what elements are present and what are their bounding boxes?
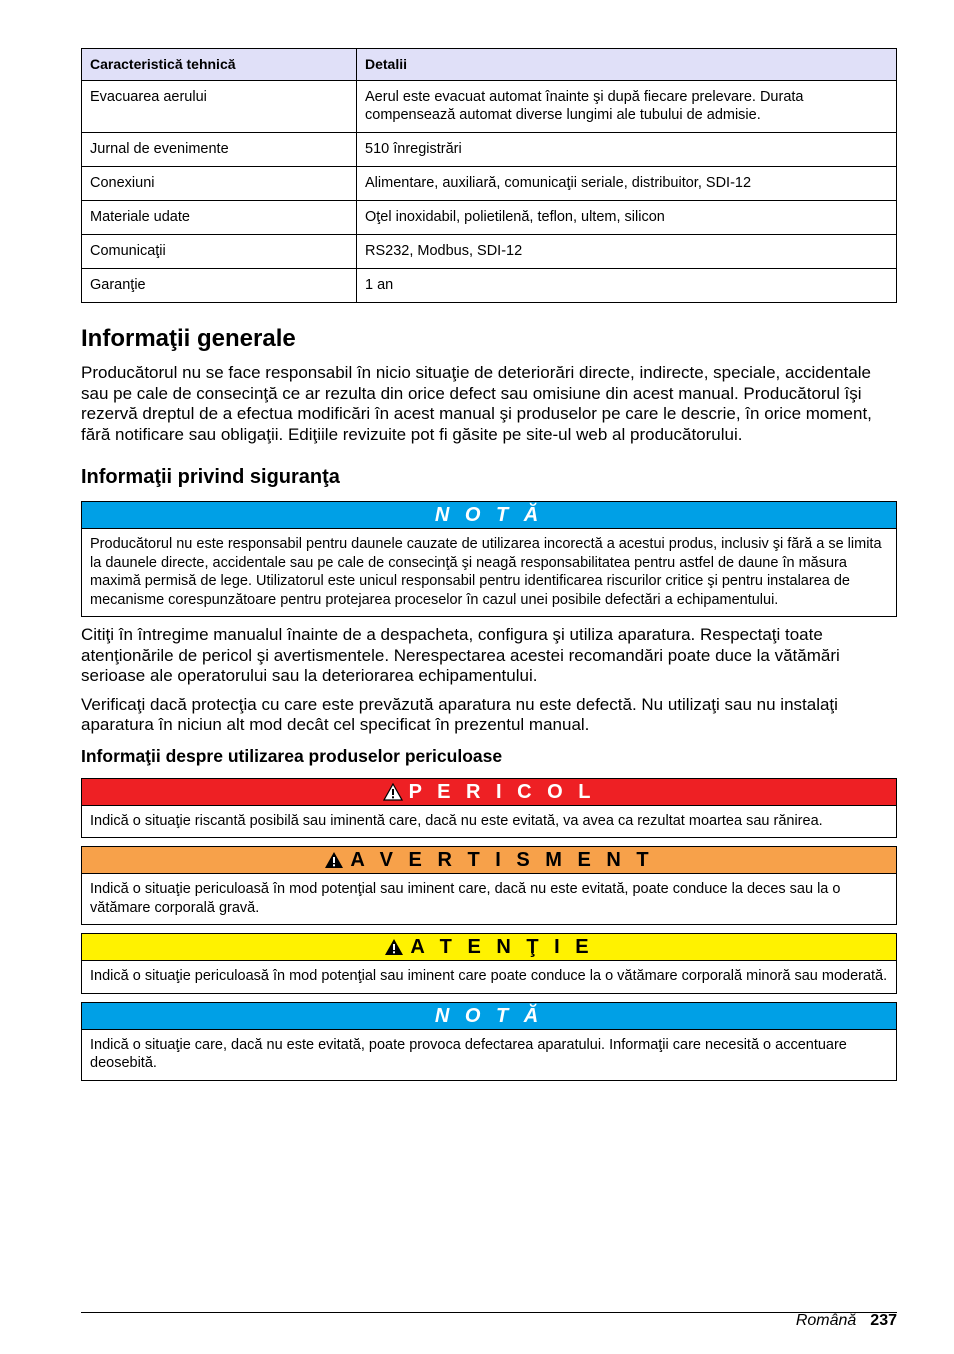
table-cell: Oţel inoxidabil, polietilenă, teflon, ultem, silicon [357,201,897,235]
table-row [82,235,897,269]
avertisment-text: Indică o situaţie periculoasă în mod potenţial sau iminent care, dacă nu este evitată, poate conduce la deces sau la o vătămare corporală gravă. [90,881,841,916]
table-header-row [82,49,897,81]
table-cell: Evacuarea aerului [82,81,357,133]
table-cell: Aerul este evacuat automat înainte şi după fiecare prelevare. Durata compensează automat diverse lungimi ale tubului de admisie. [357,81,897,133]
table-row [82,269,897,303]
pericol-text: Indică o situaţie riscantă posibilă sau iminentă care, dacă nu este evitată, va avea ca rezultat moartea sau rănirea. [90,812,823,829]
table-cell: Comunicaţii [82,235,357,269]
section-title-hazard: Informaţii despre utilizarea produselor periculoase [81,745,503,766]
atentie-header [82,934,896,961]
table-cell: Materiale udate [82,201,357,235]
pericol-label: P E R I C O L [408,780,596,803]
footer-divider [81,1312,897,1313]
warning-triangle-icon [324,851,344,869]
table-row [82,133,897,167]
atentie-label: A T E N Ţ I E [410,936,594,958]
avertisment-box [81,846,897,925]
table-row [82,201,897,235]
avertisment-header [82,847,896,874]
atentie-text: Indică o situaţie periculoasă în mod potenţial sau iminent care poate conduce la o vătămare corporală minoră sau moderată. [90,968,888,984]
table-cell: Garanţie [82,269,357,303]
warning-triangle-icon [384,938,404,956]
pericol-header [82,779,896,806]
table-cell: 1 an [357,269,897,303]
table-cell: Jurnal de evenimente [82,133,357,167]
page-content [81,48,897,1089]
section-title-safety: Informaţii privind siguranţa [81,466,340,488]
table-header-cell: Caracteristică tehnică [82,49,357,81]
general-paragraph: Producătorul nu se face responsabil în nicio situaţie de deteriorări directe, indirecte, speciale, accidentale sau pe cale de consecinţă ce ar rezulta din orice defect sau omisiune din acest manual. Producătorul îşi rezervă dreptul de a efectua modificări în acest manual şi produselor pe care le descrie, în orice moment, fără notificare sau obligaţii. Ediţiile revizuite pot fi găsite pe site-ul web al producătorului. [81,363,872,444]
table-cell: Conexiuni [82,167,357,201]
section-title-general: Informaţii generale [81,325,296,352]
table-header-cell: Detalii [357,49,897,81]
note-box-device [81,1002,897,1081]
page-number: 237 [870,1312,897,1329]
safety-paragraph-verify-protection: Verificaţi dacă protecţia cu care este prevăzută aparatura nu este defectă. Nu utilizaţi sau nu instalaţi aparatura în niciun alt mod decât cel specificat în prezentul manual. [81,694,838,734]
warning-triangle-icon [383,783,403,801]
note-header: N O T Ă [82,1003,896,1030]
pericol-box [81,778,897,839]
note-text: Indică o situaţie care, dacă nu este evitată, poate provoca defectarea aparatului. Informaţii care necesită o accentuare deosebită. [90,1036,847,1071]
avertisment-label: A V E R T I S M E N T [350,849,654,871]
table-row [82,81,897,133]
table-cell: RS232, Modbus, SDI-12 [357,235,897,269]
table-cell: Alimentare, auxiliară, comunicaţii seriale, distribuitor, SDI-12 [357,167,897,201]
page-footer [796,1312,897,1330]
safety-paragraph-read-manual: Citiţi în întregime manualul înainte de a despacheta, configura şi utiliza aparatura. Respectaţi toate atenţionările de pericol şi avertismentele. Nerespectarea acestei recomandări poate duce la vătămări serioase ale operatorului sau la deteriorarea echipamentului. [81,625,840,685]
note-header: N O T Ă [82,502,896,529]
note-text: Producătorul nu este responsabil pentru daunele cauzate de utilizarea incorectă a acestui produs, inclusiv şi fără a se limita la daunele directe, accidentale sau pe cale de consecinţă şi neagă responsabilitatea pentru astfel de daune în măsura maximă permisă de lege. Utilizatorul este unicul responsabil pentru identificarea riscurilor critice şi pentru instalarea de mecanisme corespunzătoare pentru protejarea proceselor în cazul unei posibile defectări a echipamentului. [90,536,882,608]
footer-language: Română [795,1312,857,1329]
specifications-table [81,48,897,303]
table-cell: 510 înregistrări [357,133,897,167]
note-box-disclaimer [81,501,897,617]
table-row [82,167,897,201]
atentie-box [81,933,897,994]
